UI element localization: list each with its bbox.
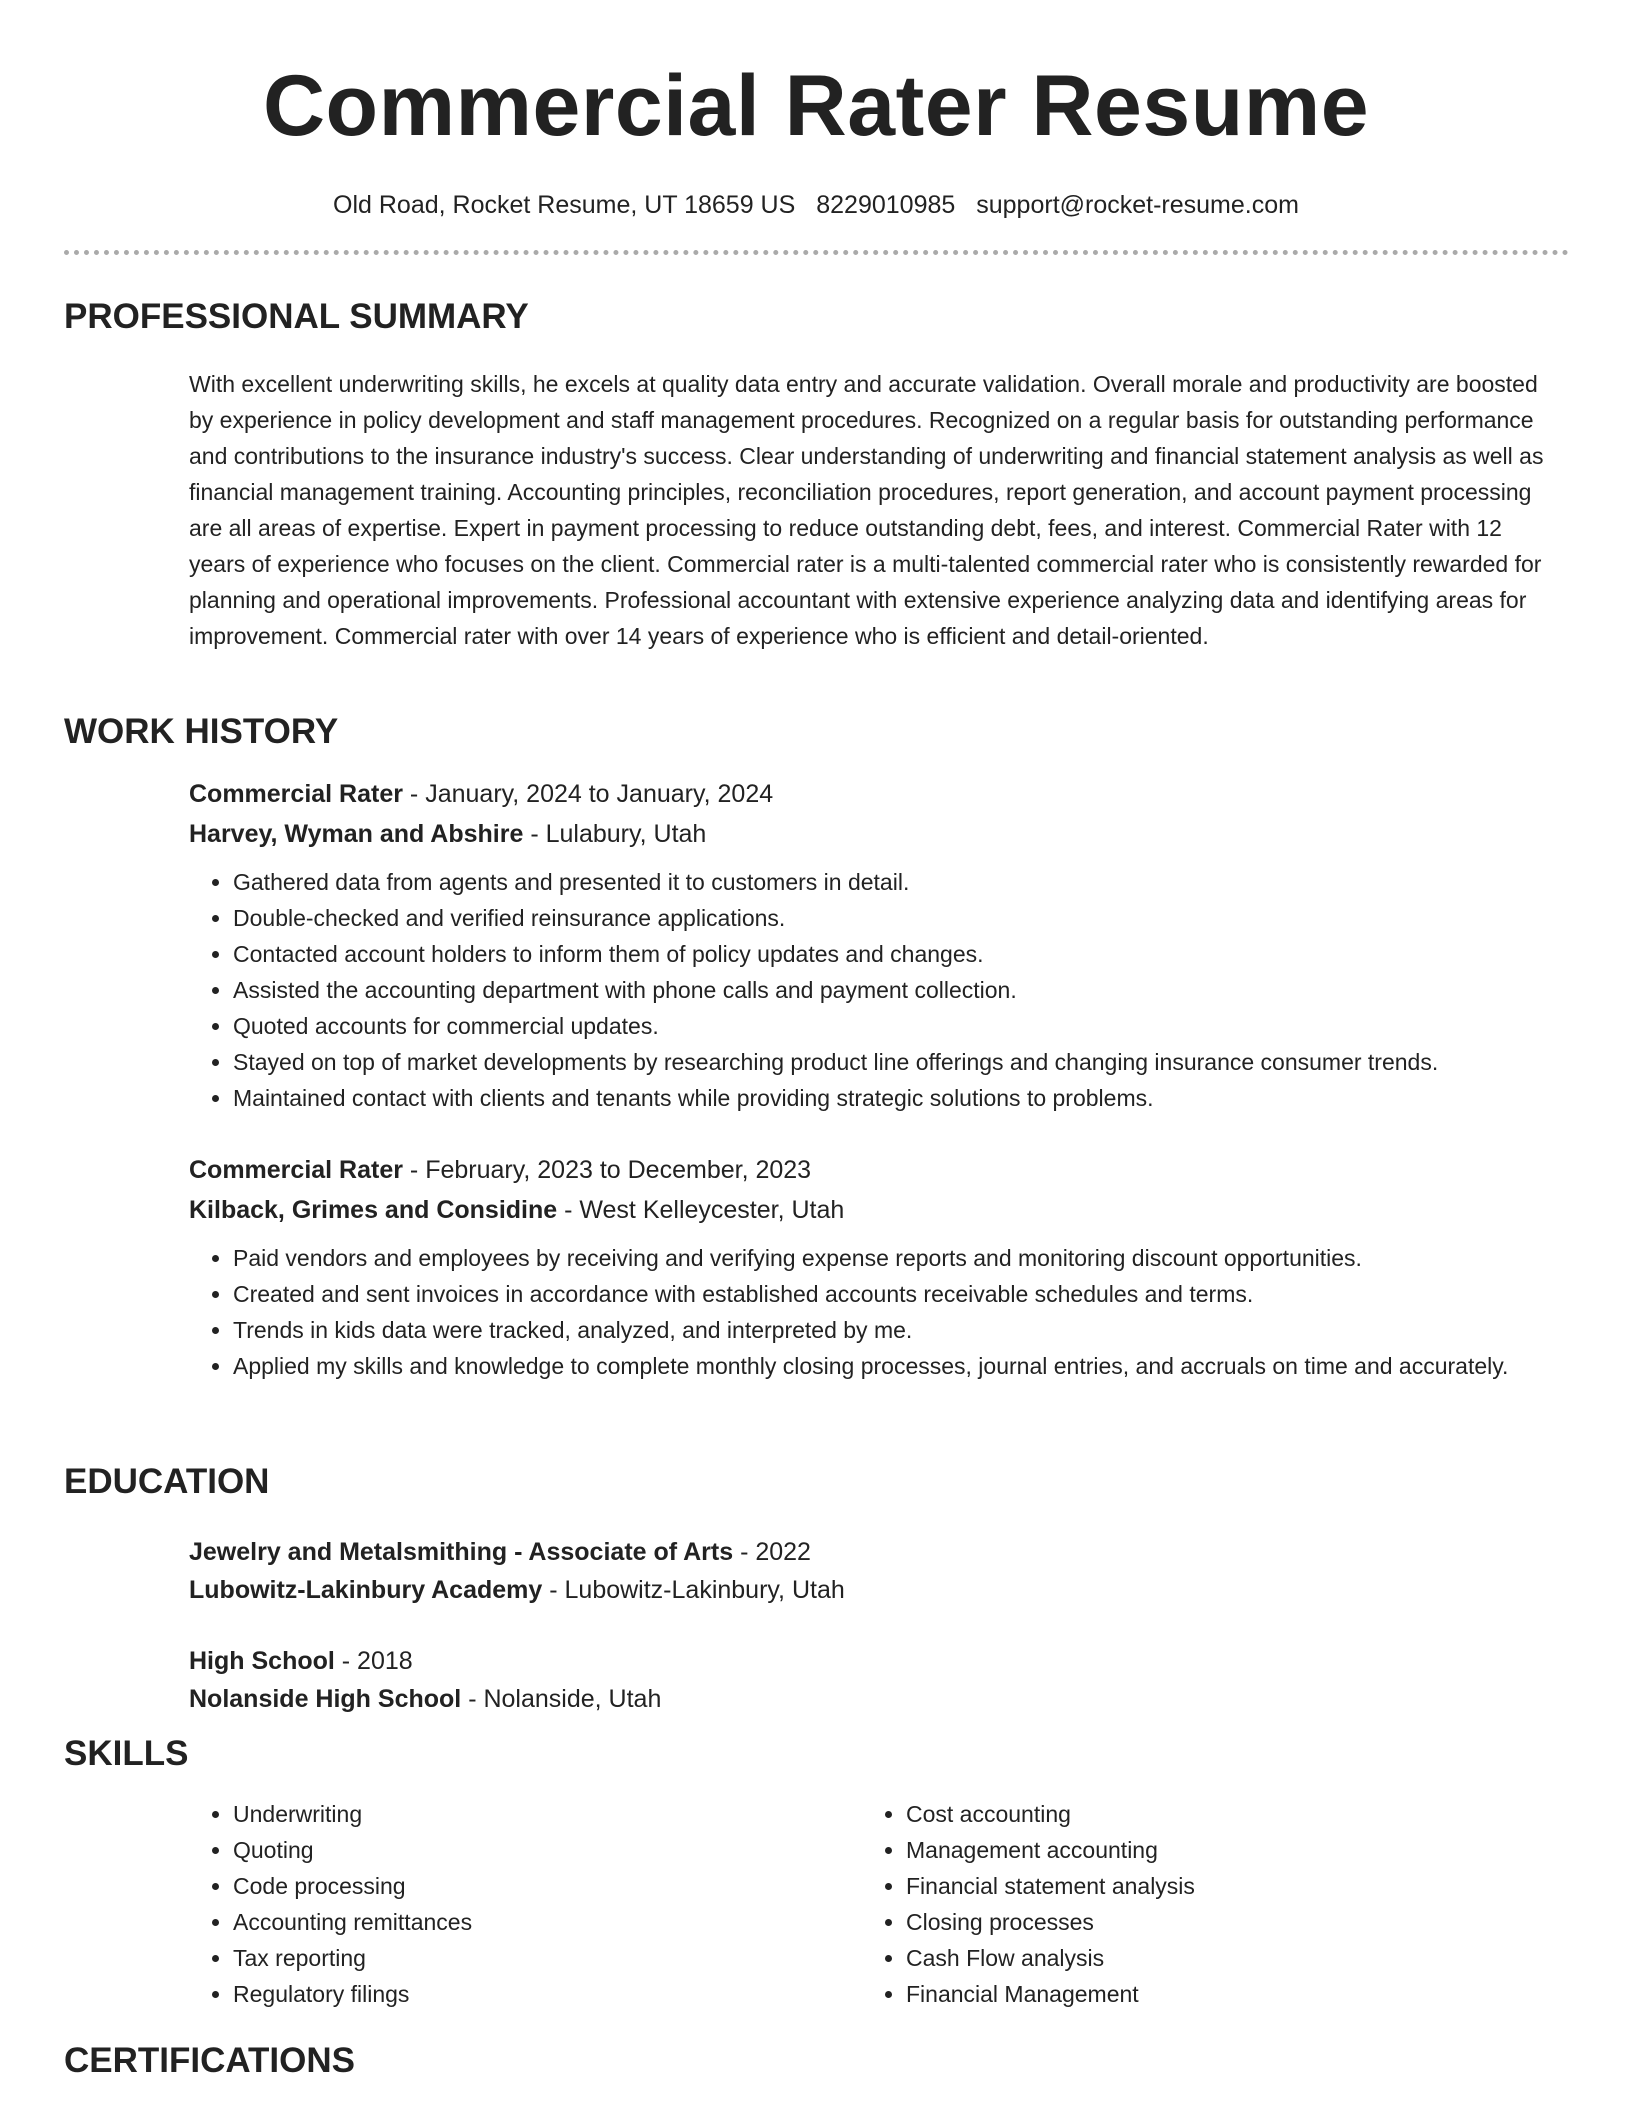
job-entry xyxy=(189,774,1569,1116)
job-bullet: • Stayed on top of market developments by researching product line offerings and changing insurance consumer trends. xyxy=(233,1044,1569,1080)
job-bullet: • Applied my skills and knowledge to complete monthly closing processes, journal entries, and accruals on time and accurately. xyxy=(233,1348,1569,1384)
job-bullet: • Contacted account holders to inform them of policy updates and changes. xyxy=(233,936,1569,972)
skill-item: • Management accounting xyxy=(906,1832,1195,1868)
job-role: Commercial Rater xyxy=(189,1156,403,1184)
summary-heading: PROFESSIONAL SUMMARY xyxy=(64,297,529,336)
skill-item: • Financial statement analysis xyxy=(906,1868,1195,1904)
education-year: - 2018 xyxy=(334,1647,413,1675)
skill-item: • Regulatory filings xyxy=(233,1976,472,2012)
job-dates: - January, 2024 to January, 2024 xyxy=(402,780,774,808)
resume-header xyxy=(0,0,1632,220)
certifications-heading: CERTIFICATIONS xyxy=(64,2041,356,2080)
job-bullet: • Assisted the accounting department with phone calls and payment collection. xyxy=(233,972,1569,1008)
summary-text: With excellent underwriting skills, he excels at quality data entry and accurate validation. Overall morale and productivity are boosted by experience in policy development and staff management procedures. Recognized on a regular basis for outstanding performance and contributions to the insurance industry's success. Clear understanding of underwriting and financial statement analysis as well as financial management training. Accounting principles, reconciliation procedures, report generation, and account payment processing are all areas of expertise. Expert in payment processing to reduce outstanding debt, fees, and interest. Commercial Rater with 12 years of experience who focuses on the client. Commercial rater is a multi-talented commercial rater who is consistently rewarded for planning and operational improvements. Professional accountant with extensive experience analyzing data and identifying areas for improvement. Commercial rater with over 14 years of experience who is efficient and detail-oriented. xyxy=(189,371,1544,649)
education-school-line xyxy=(189,1680,1569,1718)
skill-item: • Code processing xyxy=(233,1868,472,1904)
skill-item: • Cost accounting xyxy=(906,1796,1195,1832)
contact-phone: 8229010985 xyxy=(816,191,956,219)
education-degree-line xyxy=(189,1533,1569,1571)
education-heading: EDUCATION xyxy=(64,1462,270,1501)
job-location: - Lulabury, Utah xyxy=(523,820,707,848)
job-location: - West Kelleycester, Utah xyxy=(557,1196,845,1224)
skills-heading: SKILLS xyxy=(64,1734,189,1773)
job-bullets xyxy=(189,864,1569,1116)
job-entry xyxy=(189,1150,1569,1384)
header-divider xyxy=(64,250,1569,255)
skill-item: • Underwriting xyxy=(233,1796,472,1832)
education-school-line xyxy=(189,1571,1569,1609)
job-bullet: • Maintained contact with clients and tenants while providing strategic solutions to problems. xyxy=(233,1080,1569,1116)
skills-list-left xyxy=(189,1796,472,2012)
job-role: Commercial Rater xyxy=(189,780,403,808)
job-company: Harvey, Wyman and Abshire xyxy=(189,820,524,848)
skill-item: • Financial Management xyxy=(906,1976,1195,2012)
job-title-line xyxy=(189,1150,1569,1190)
education-entry xyxy=(189,1533,1569,1609)
job-bullet: • Gathered data from agents and presented it to customers in detail. xyxy=(233,864,1569,900)
contact-email: support@rocket-resume.com xyxy=(976,191,1299,219)
education-location: - Lubowitz-Lakinbury, Utah xyxy=(542,1576,845,1604)
education-degree: Jewelry and Metalsmithing - Associate of Arts xyxy=(189,1538,734,1566)
job-dates: - February, 2023 to December, 2023 xyxy=(402,1156,812,1184)
skill-item: • Cash Flow analysis xyxy=(906,1940,1195,1976)
skill-item: • Accounting remittances xyxy=(233,1904,472,1940)
contact-line xyxy=(0,190,1632,220)
education-degree: High School xyxy=(189,1647,335,1675)
education-school: Lubowitz-Lakinbury Academy xyxy=(189,1576,543,1604)
education-school: Nolanside High School xyxy=(189,1685,462,1713)
job-bullets xyxy=(189,1240,1569,1384)
resume-title: Commercial Rater Resume xyxy=(262,58,1370,154)
education-year: - 2022 xyxy=(733,1538,811,1566)
education-entry xyxy=(189,1642,1569,1718)
job-company-line xyxy=(189,1190,1569,1230)
work-history-heading: WORK HISTORY xyxy=(64,712,339,751)
skill-item: • Quoting xyxy=(233,1832,472,1868)
skill-item: • Closing processes xyxy=(906,1904,1195,1940)
job-bullet: • Double-checked and verified reinsurance applications. xyxy=(233,900,1569,936)
education-location: - Nolanside, Utah xyxy=(461,1685,662,1713)
job-company-line xyxy=(189,814,1569,854)
job-bullet: • Trends in kids data were tracked, analyzed, and interpreted by me. xyxy=(233,1312,1569,1348)
education-degree-line xyxy=(189,1642,1569,1680)
job-company: Kilback, Grimes and Considine xyxy=(189,1196,558,1224)
job-title-line xyxy=(189,774,1569,814)
job-bullet: • Created and sent invoices in accordance with established accounts receivable schedules and terms. xyxy=(233,1276,1569,1312)
skill-item: • Tax reporting xyxy=(233,1940,472,1976)
job-bullet: • Quoted accounts for commercial updates. xyxy=(233,1008,1569,1044)
job-bullet: • Paid vendors and employees by receiving and verifying expense reports and monitoring discount opportunities. xyxy=(233,1240,1569,1276)
skills-list-right xyxy=(862,1796,1195,2012)
contact-address: Old Road, Rocket Resume, UT 18659 US xyxy=(333,191,796,219)
